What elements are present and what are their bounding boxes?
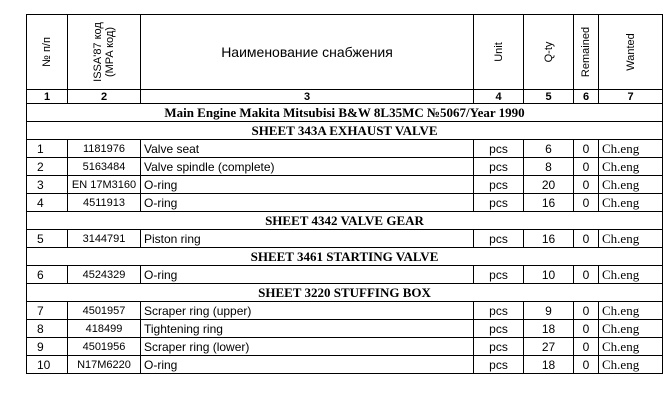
unit-cell: pcs bbox=[474, 230, 524, 248]
supply-name-cell: Scraper ring (upper) bbox=[141, 302, 474, 320]
unit-cell: pcs bbox=[474, 356, 524, 374]
table-row bbox=[27, 176, 663, 194]
item-number-cell: 3 bbox=[27, 176, 68, 194]
table-row bbox=[27, 302, 663, 320]
section-title: SHEET 343A EXHAUST VALVE bbox=[27, 122, 663, 140]
quantity-cell: 20 bbox=[524, 176, 574, 194]
section-header-row bbox=[27, 212, 663, 230]
unit-cell: pcs bbox=[474, 176, 524, 194]
table-row bbox=[27, 266, 663, 284]
engine-title: Main Engine Makita Mitsubisi B&W 8L35MC №5067/Year 1990 bbox=[27, 104, 663, 122]
supply-name-cell: O-ring bbox=[141, 194, 474, 212]
column-number: 6 bbox=[574, 90, 599, 104]
table-body bbox=[27, 15, 663, 374]
table-row bbox=[27, 320, 663, 338]
issa-code-cell: 4511913 bbox=[68, 194, 141, 212]
wanted-by-cell: Ch.eng bbox=[599, 320, 663, 338]
header-row bbox=[27, 15, 663, 90]
column-number-row bbox=[27, 90, 663, 104]
item-number-cell: 6 bbox=[27, 266, 68, 284]
document-page bbox=[26, 14, 663, 374]
item-number-cell: 5 bbox=[27, 230, 68, 248]
table-row bbox=[27, 140, 663, 158]
quantity-cell: 6 bbox=[524, 140, 574, 158]
supply-table bbox=[26, 14, 663, 374]
column-number: 4 bbox=[474, 90, 524, 104]
item-number-cell: 10 bbox=[27, 356, 68, 374]
supply-name-cell: Scraper ring (lower) bbox=[141, 338, 474, 356]
issa-code-cell: 418499 bbox=[68, 320, 141, 338]
section-title: SHEET 3461 STARTING VALVE bbox=[27, 248, 663, 266]
section-header-row bbox=[27, 122, 663, 140]
item-number-cell: 9 bbox=[27, 338, 68, 356]
remained-cell: 0 bbox=[574, 176, 599, 194]
remained-cell: 0 bbox=[574, 158, 599, 176]
header-supply-name: Наименование снабжения bbox=[141, 15, 474, 90]
supply-name-cell: Tightening ring bbox=[141, 320, 474, 338]
section-header-row bbox=[27, 284, 663, 302]
unit-cell: pcs bbox=[474, 140, 524, 158]
header-unit: Unit bbox=[474, 15, 524, 90]
header-wanted: Wanted bbox=[599, 15, 663, 90]
quantity-cell: 16 bbox=[524, 230, 574, 248]
issa-code-cell: 4501957 bbox=[68, 302, 141, 320]
header-quantity: Q-ty bbox=[524, 15, 574, 90]
item-number-cell: 2 bbox=[27, 158, 68, 176]
remained-cell: 0 bbox=[574, 356, 599, 374]
unit-cell: pcs bbox=[474, 266, 524, 284]
wanted-by-cell: Ch.eng bbox=[599, 356, 663, 374]
wanted-by-cell: Ch.eng bbox=[599, 158, 663, 176]
issa-code-cell: 3144791 bbox=[68, 230, 141, 248]
wanted-by-cell: Ch.eng bbox=[599, 338, 663, 356]
quantity-cell: 10 bbox=[524, 266, 574, 284]
remained-cell: 0 bbox=[574, 320, 599, 338]
table-row bbox=[27, 158, 663, 176]
unit-cell: pcs bbox=[474, 194, 524, 212]
supply-name-cell: Valve spindle (complete) bbox=[141, 158, 474, 176]
quantity-cell: 9 bbox=[524, 302, 574, 320]
issa-code-cell: 4524329 bbox=[68, 266, 141, 284]
table-row bbox=[27, 338, 663, 356]
engine-title-row bbox=[27, 104, 663, 122]
table-row bbox=[27, 230, 663, 248]
table-row bbox=[27, 194, 663, 212]
table-row bbox=[27, 356, 663, 374]
remained-cell: 0 bbox=[574, 302, 599, 320]
remained-cell: 0 bbox=[574, 338, 599, 356]
column-number: 7 bbox=[599, 90, 663, 104]
supply-name-cell: Piston ring bbox=[141, 230, 474, 248]
column-number: 5 bbox=[524, 90, 574, 104]
column-number: 2 bbox=[68, 90, 141, 104]
item-number-cell: 1 bbox=[27, 140, 68, 158]
supply-name-cell: O-ring bbox=[141, 356, 474, 374]
remained-cell: 0 bbox=[574, 194, 599, 212]
issa-code-cell: 1181976 bbox=[68, 140, 141, 158]
wanted-by-cell: Ch.eng bbox=[599, 302, 663, 320]
item-number-cell: 8 bbox=[27, 320, 68, 338]
unit-cell: pcs bbox=[474, 338, 524, 356]
supply-name-cell: O-ring bbox=[141, 266, 474, 284]
quantity-cell: 27 bbox=[524, 338, 574, 356]
quantity-cell: 8 bbox=[524, 158, 574, 176]
item-number-cell: 7 bbox=[27, 302, 68, 320]
wanted-by-cell: Ch.eng bbox=[599, 194, 663, 212]
wanted-by-cell: Ch.eng bbox=[599, 266, 663, 284]
quantity-cell: 16 bbox=[524, 194, 574, 212]
section-title: SHEET 3220 STUFFING BOX bbox=[27, 284, 663, 302]
column-number: 1 bbox=[27, 90, 68, 104]
unit-cell: pcs bbox=[474, 302, 524, 320]
section-title: SHEET 4342 VALVE GEAR bbox=[27, 212, 663, 230]
supply-name-cell: Valve seat bbox=[141, 140, 474, 158]
issa-code-cell: 4501956 bbox=[68, 338, 141, 356]
wanted-by-cell: Ch.eng bbox=[599, 230, 663, 248]
quantity-cell: 18 bbox=[524, 356, 574, 374]
wanted-by-cell: Ch.eng bbox=[599, 176, 663, 194]
header-issa-code: ISSA'87 код (MPA код) bbox=[68, 15, 141, 90]
quantity-cell: 18 bbox=[524, 320, 574, 338]
issa-code-cell: EN 17M3160 bbox=[68, 176, 141, 194]
remained-cell: 0 bbox=[574, 140, 599, 158]
unit-cell: pcs bbox=[474, 320, 524, 338]
remained-cell: 0 bbox=[574, 230, 599, 248]
remained-cell: 0 bbox=[574, 266, 599, 284]
column-number: 3 bbox=[141, 90, 474, 104]
item-number-cell: 4 bbox=[27, 194, 68, 212]
issa-code-cell: 5163484 bbox=[68, 158, 141, 176]
wanted-by-cell: Ch.eng bbox=[599, 140, 663, 158]
unit-cell: pcs bbox=[474, 158, 524, 176]
header-remained: Remained bbox=[574, 15, 599, 90]
supply-name-cell: O-ring bbox=[141, 176, 474, 194]
section-header-row bbox=[27, 248, 663, 266]
header-item-number: № п/п bbox=[27, 15, 68, 90]
issa-code-cell: N17M6220 bbox=[68, 356, 141, 374]
